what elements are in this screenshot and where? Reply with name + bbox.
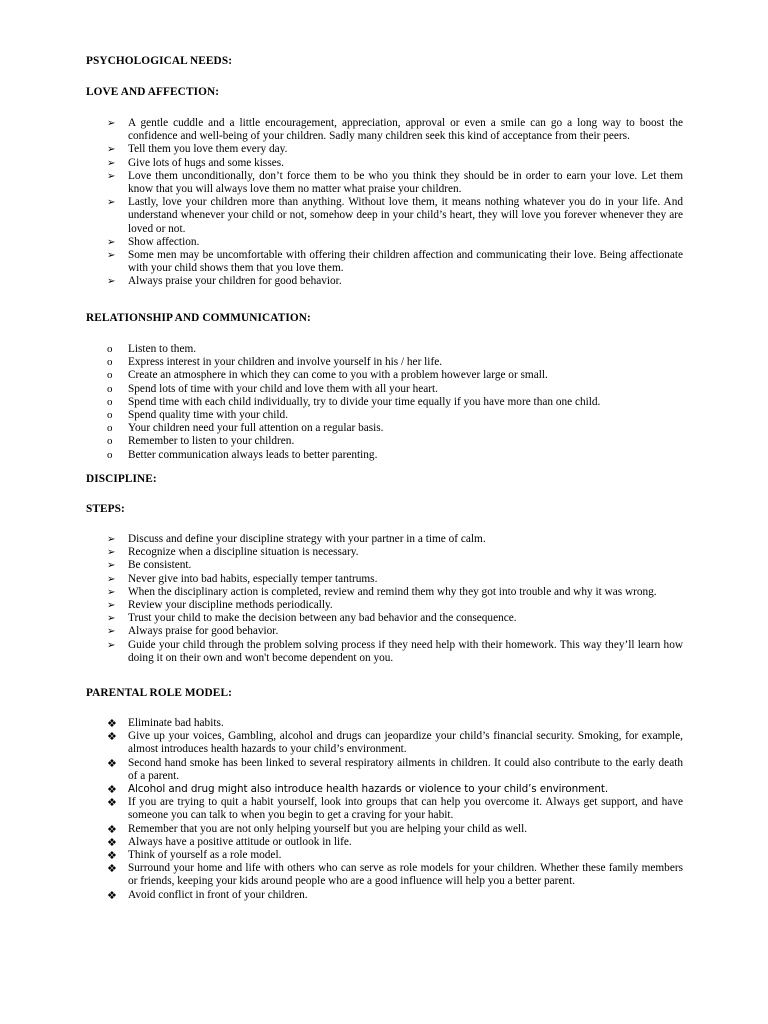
diamond-bullet-icon: ❖ [107, 835, 117, 849]
item-text: Avoid conflict in front of your children. [128, 888, 308, 901]
arrow-bullet-icon: ➢ [107, 276, 116, 288]
list-item [107, 249, 683, 275]
item-text: Tell them you love them every day. [128, 143, 288, 156]
list-item [107, 196, 683, 236]
diamond-bullet-icon: ❖ [107, 756, 117, 770]
arrow-bullet-icon: ➢ [107, 157, 116, 169]
item-text: Listen to them. [128, 343, 197, 355]
circle-bullet-icon: o [107, 409, 113, 422]
list-item [107, 170, 683, 196]
diamond-bullet-icon: ❖ [107, 822, 117, 836]
list-item [107, 889, 683, 902]
list-item [107, 599, 683, 612]
heading-steps: STEPS: [86, 503, 125, 515]
item-text: Express interest in your children and involve yourself in his / her life. [128, 356, 443, 369]
list-item [107, 356, 683, 369]
heading-parental-role-model: PARENTAL ROLE MODEL: [86, 687, 232, 699]
item-text: Give up your voices, Gambling, alcohol and drugs can jeopardize your child’s financial security. Smoking, for example, almost introduces health hazards to your child’s environment. [128, 730, 683, 756]
diamond-bullet-icon: ❖ [107, 730, 117, 744]
item-text: Remember that you are not only helping yourself but you are helping your child as well. [128, 822, 528, 835]
list-item [107, 612, 683, 625]
arrow-bullet-icon: ➢ [107, 236, 116, 248]
item-text: Review your discipline methods periodically. [128, 599, 333, 612]
diamond-bullet-icon: ❖ [107, 862, 117, 876]
arrow-bullet-icon: ➢ [107, 626, 116, 638]
arrow-bullet-icon: ➢ [107, 144, 116, 156]
list-item [107, 559, 683, 572]
item-text: Trust your child to make the decision between any bad behavior and the consequence. [128, 612, 517, 625]
list-item [107, 717, 683, 730]
parental-list [107, 717, 683, 902]
diamond-bullet-icon: ❖ [107, 849, 117, 863]
list-item [107, 823, 683, 836]
circle-bullet-icon: o [107, 343, 113, 355]
arrow-bullet-icon: ➢ [107, 250, 116, 262]
heading-discipline: DISCIPLINE: [86, 473, 157, 485]
circle-bullet-icon: o [107, 356, 113, 369]
item-text: Second hand smoke has been linked to several respiratory ailments in children. It could also contribute to the early death of a parent. [128, 756, 683, 782]
circle-bullet-icon: o [107, 395, 113, 408]
item-text: Spend time with each child individually, try to divide your time equally if you have more than one child. [128, 395, 601, 408]
arrow-bullet-icon: ➢ [107, 547, 116, 559]
arrow-bullet-icon: ➢ [107, 613, 116, 625]
list-item [107, 449, 683, 462]
item-text: Show affection. [128, 235, 200, 248]
heading-love-and-affection: LOVE AND AFFECTION: [86, 86, 220, 98]
diamond-bullet-icon: ❖ [107, 717, 117, 730]
list-item [107, 369, 683, 382]
item-text: Surround your home and life with others who can serve as role models for your children. Whether these family members or friends, keeping your kids around people who are a good influence will help you a better parent. [128, 862, 683, 888]
item-text: Never give into bad habits, especially temper tantrums. [128, 572, 378, 585]
arrow-bullet-icon: ➢ [107, 170, 116, 182]
steps-list [107, 533, 683, 665]
list-item [107, 409, 683, 422]
list-item [107, 533, 683, 546]
item-text: Discuss and define your discipline strategy with your partner in a time of calm. [128, 533, 486, 545]
heading-relationship-and-communication: RELATIONSHIP AND COMMUNICATION: [86, 312, 311, 324]
list-item [107, 236, 683, 249]
arrow-bullet-icon: ➢ [107, 118, 116, 129]
item-text: Alcohol and drug might also introduce health hazards or violence to your child’s environment. [128, 783, 609, 796]
arrow-bullet-icon: ➢ [107, 197, 116, 209]
list-item [107, 625, 683, 638]
item-text: Your children need your full attention on a regular basis. [128, 422, 384, 435]
list-item [107, 783, 683, 796]
item-text: Remember to listen to your children. [128, 435, 295, 448]
item-text: Give lots of hugs and some kisses. [128, 156, 284, 169]
arrow-bullet-icon: ➢ [107, 600, 116, 612]
list-item [107, 117, 683, 143]
list-item [107, 796, 683, 822]
item-text: Lastly, love your children more than anything. Without love them, it means nothing whatever you do in your life. And understand whenever your child or not, somehow deep in your child’s heart, they will love you forever whenever they are loved or not. [128, 196, 683, 235]
item-text: Spend lots of time with your child and love them with all your heart. [128, 382, 438, 395]
diamond-bullet-icon: ❖ [107, 888, 117, 902]
item-text: Guide your child through the problem solving process if they need help with their homework. This way they’ll learn how doing it on their own and won't become dependent on you. [128, 638, 683, 664]
item-text: If you are trying to quit a habit yourself, look into groups that can help you overcome it. Always get support, and have someone you can talk to when you begin to get a craving for your habit. [128, 796, 683, 822]
arrow-bullet-icon: ➢ [107, 573, 116, 585]
list-item [107, 383, 683, 396]
list-item [107, 143, 683, 156]
item-text: Love them unconditionally, don’t force them to be who you think they should be in order to earn your love. Let them know that you will always love them no matter what praise your children. [128, 169, 683, 196]
list-item [107, 573, 683, 586]
item-text: Recognize when a discipline situation is necessary. [128, 546, 359, 559]
diamond-bullet-icon: ❖ [107, 796, 117, 810]
arrow-bullet-icon: ➢ [107, 560, 116, 572]
arrow-bullet-icon: ➢ [107, 586, 116, 598]
circle-bullet-icon: o [107, 369, 113, 382]
list-item [107, 836, 683, 849]
item-text: A gentle cuddle and a little encouragement, appreciation, approval or even a smile can go a long way to boost the confidence and well-being of your children. Sadly many children seek this kind of acceptance from their peers. [128, 117, 683, 143]
list-item [107, 757, 683, 783]
item-text: Always praise for good behavior. [128, 625, 279, 638]
item-text: Create an atmosphere in which they can come to you with a problem however large or small. [128, 369, 548, 382]
item-text: Some men may be uncomfortable with offering their children affection and communicating their love. Being affectionate with your child shows them that you love them. [128, 249, 683, 275]
list-item [107, 586, 683, 599]
list-item [107, 546, 683, 559]
arrow-bullet-icon: ➢ [107, 534, 116, 545]
list-item [107, 862, 683, 888]
item-text: Better communication always leads to better parenting. [128, 448, 378, 461]
list-item [107, 730, 683, 756]
arrow-bullet-icon: ➢ [107, 639, 116, 651]
relationship-list [107, 343, 683, 462]
heading-psychological-needs: PSYCHOLOGICAL NEEDS: [86, 55, 233, 67]
item-text: Be consistent. [128, 559, 192, 572]
list-item [107, 275, 683, 288]
item-text: Spend quality time with your child. [128, 409, 289, 422]
list-item [107, 639, 683, 665]
list-item [107, 343, 683, 356]
item-text: Always praise your children for good behavior. [128, 275, 342, 288]
item-text: Eliminate bad habits. [128, 717, 224, 729]
circle-bullet-icon: o [107, 422, 113, 435]
item-text: When the disciplinary action is completed, review and remind them why they got into trouble and why it was wrong. [128, 585, 657, 598]
diamond-bullet-icon: ❖ [107, 783, 117, 797]
item-text: Always have a positive attitude or outlook in life. [128, 835, 352, 848]
circle-bullet-icon: o [107, 382, 113, 395]
circle-bullet-icon: o [107, 448, 113, 461]
item-text: Think of yourself as a role model. [128, 849, 282, 862]
list-item [107, 849, 683, 862]
list-item [107, 435, 683, 448]
love-list [107, 117, 683, 289]
list-item [107, 422, 683, 435]
list-item [107, 157, 683, 170]
list-item [107, 396, 683, 409]
circle-bullet-icon: o [107, 435, 113, 448]
